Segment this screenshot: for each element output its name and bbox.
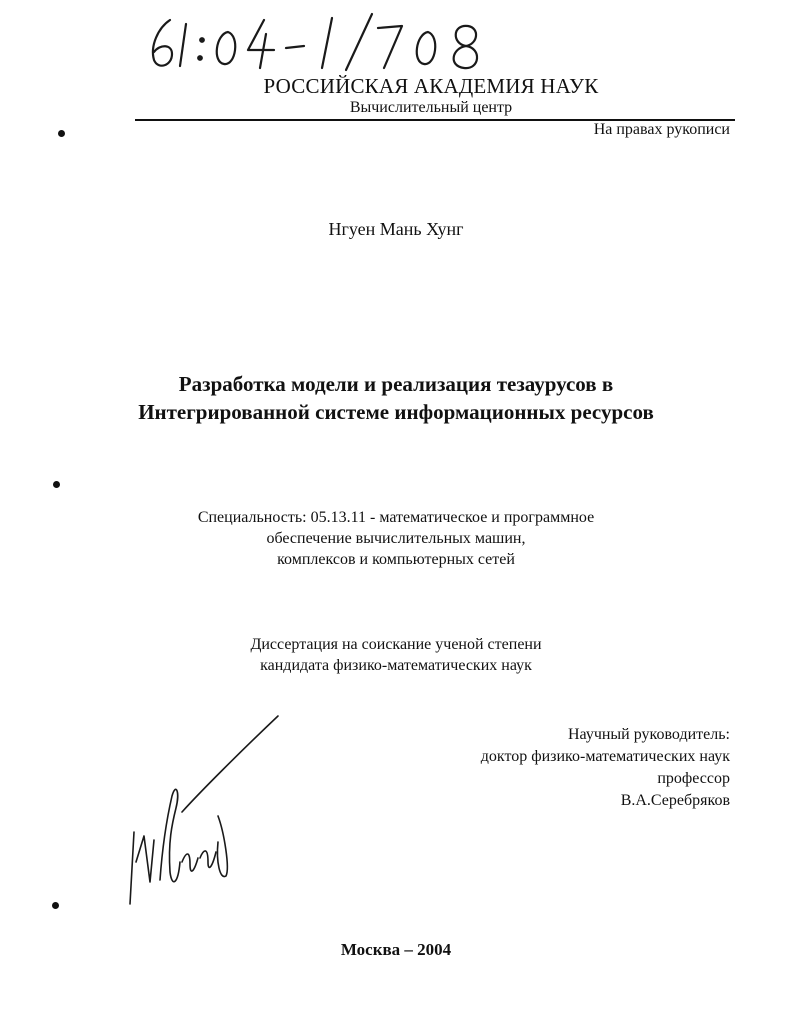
supervisor-name: В.А.Серебряков [620,792,730,809]
supervisor-degree: доктор физико-математических наук [480,748,730,765]
author-signature [120,712,290,912]
margin-dot-2 [53,481,60,488]
specialty-line-2: обеспечение вычислительных машин, [266,530,526,547]
city-and-year: Москва – 2004 [340,940,452,959]
degree-line-2: кандидата физико-математических наук [260,657,532,674]
degree-statement [0,634,792,676]
margin-dot-1 [58,130,65,137]
supervisor-rank: профессор [657,770,730,787]
dissertation-title [0,370,792,426]
specialty-line-1: Специальность: 05.13.11 - математическое и программное [197,509,595,526]
rights-note: На правах рукописи [593,121,730,138]
degree-line-1: Диссертация на соискание ученой степени [250,636,542,653]
margin-dot-3 [52,902,59,909]
specialty-line-3: комплексов и компьютерных сетей [277,551,515,568]
specialty-block [0,507,792,570]
supervisor-role: Научный руководитель: [567,726,730,743]
handwritten-archive-code [140,6,560,76]
computing-center-name: Вычислительный центр [349,99,513,116]
title-line-2: Интегрированной системе информационных ресурсов [138,400,654,424]
academy-name: РОССИЙСКАЯ АКАДЕМИЯ НАУК [263,74,599,98]
title-line-1: Разработка модели и реализация тезаурусов в [178,372,614,396]
author-name: Нгуен Мань Хунг [328,219,464,239]
supervisor-block [481,724,730,812]
